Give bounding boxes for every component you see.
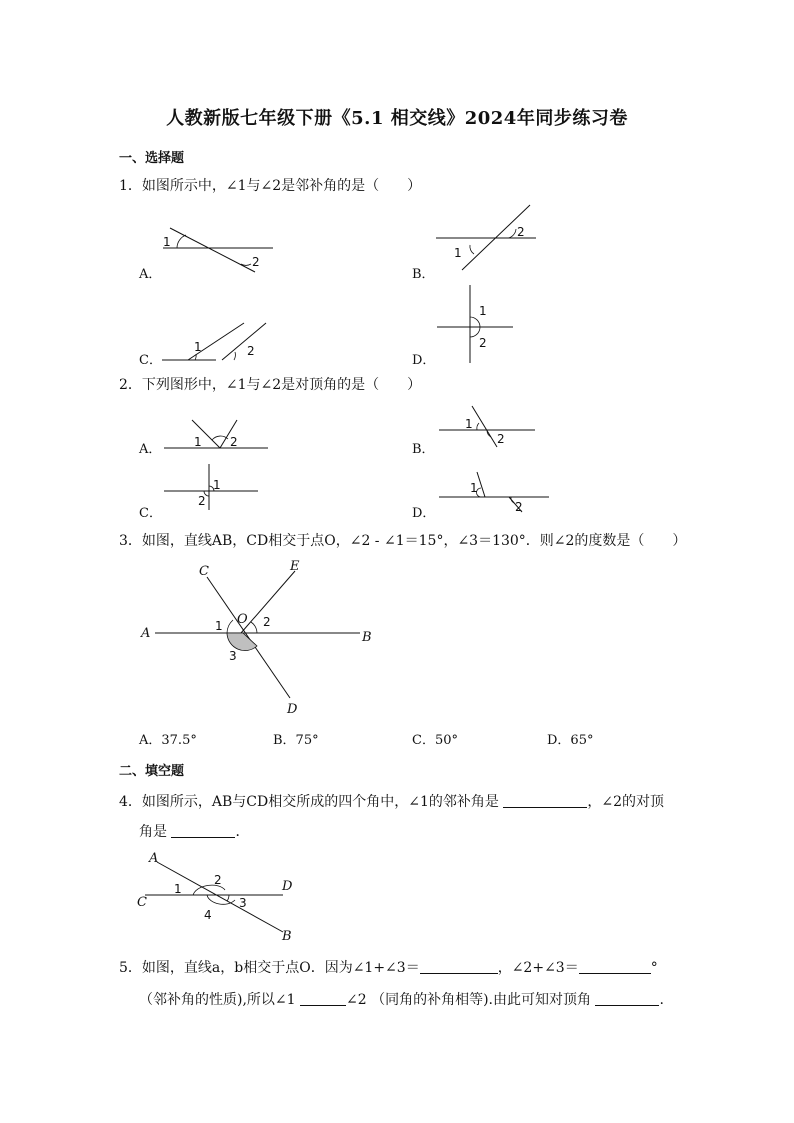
q1-figure-b	[432, 202, 542, 272]
q1-option-b-label: B．	[412, 267, 435, 282]
question-5-line-1	[119, 957, 658, 977]
q2-option-c-label: C．	[139, 506, 162, 521]
page-title: 人教新版七年级下册《5.1 相交线》2024年同步练习卷	[166, 108, 628, 129]
question-5-line-2	[139, 989, 664, 1009]
angle-label-1: 1	[470, 481, 478, 495]
point-label-c: C	[137, 895, 147, 910]
q4-figure	[133, 848, 303, 943]
question-2-stem: 2．下列图形中，∠1与∠2是对顶角的是（ ）	[119, 377, 422, 393]
q5-blank-1[interactable]	[420, 959, 498, 974]
q3-option-d: D．65°	[547, 733, 594, 748]
q5-text-c: °	[650, 960, 658, 976]
section-heading-fill: 二、填空题	[119, 764, 185, 779]
point-label-d: D	[287, 702, 298, 717]
q2-figure-a	[160, 417, 272, 453]
angle-label-4: 4	[204, 908, 212, 922]
q4-text-a: 4．如图所示，AB与CD相交所成的四个角中，∠1的邻补角是	[119, 794, 504, 810]
angle-label-1: 1	[479, 304, 487, 318]
q4-blank-2[interactable]	[171, 823, 235, 838]
section-heading-choice: 一、选择题	[119, 151, 185, 166]
q4-text-c: 角是	[139, 824, 172, 840]
angle-label-2: 2	[252, 255, 260, 269]
q1-option-c-label: C．	[139, 353, 162, 368]
q2-figure-b	[435, 403, 540, 451]
q1-option-d-label: D．	[412, 353, 436, 368]
angle-label-3: 3	[229, 649, 237, 663]
angle-label-2: 2	[247, 344, 255, 358]
q1-figure-a	[155, 220, 280, 280]
angle-label-2: 2	[214, 873, 222, 887]
q2-figure-d	[435, 468, 553, 516]
q4-text-d: ．	[235, 824, 250, 840]
angle-label-1: 1	[194, 340, 202, 354]
point-label-b: B	[282, 929, 292, 944]
q5-text-b: ，∠2+∠3＝	[497, 960, 579, 976]
q3-option-a: A．37.5°	[139, 733, 197, 748]
q5-blank-4[interactable]	[595, 991, 659, 1006]
q5-text-a: 5．如图，直线a，b相交于点O．因为∠1+∠3＝	[119, 960, 420, 976]
angle-label-2: 2	[515, 500, 523, 514]
angle-label-2: 2	[497, 432, 505, 446]
q5-text-f: .	[659, 992, 664, 1008]
q1-figure-d	[435, 283, 520, 365]
angle-label-2: 2	[479, 336, 487, 350]
point-label-c: C	[199, 564, 209, 579]
q4-blank-1[interactable]	[503, 793, 587, 808]
angle-label-2: 2	[263, 615, 271, 629]
angle-label-1: 1	[215, 619, 223, 633]
question-4-line-2	[139, 821, 249, 841]
point-label-d: D	[282, 879, 293, 894]
angle-label-3: 3	[239, 896, 247, 910]
q3-figure	[135, 555, 380, 720]
q2-option-b-label: B．	[412, 442, 435, 457]
q2-option-a-label: A．	[139, 442, 162, 457]
point-label-a: A	[149, 851, 159, 866]
point-label-a: A	[141, 626, 151, 641]
point-label-b: B	[362, 630, 372, 645]
question-3-stem: 3．如图，直线AB，CD相交于点O，∠2 - ∠1＝15°，∠3＝130°．则∠2的度数是（ ）	[119, 533, 687, 549]
q5-blank-3[interactable]	[300, 991, 346, 1006]
q1-figure-c	[158, 320, 273, 365]
q2-option-d-label: D．	[412, 506, 436, 521]
point-label-e: E	[290, 559, 300, 574]
q1-option-a-label: A．	[139, 267, 162, 282]
angle-label-1: 1	[465, 417, 473, 431]
angle-label-1: 1	[454, 246, 462, 260]
angle-label-1: 1	[213, 478, 221, 492]
angle-label-2: 2	[517, 225, 525, 239]
q3-option-b: B．75°	[273, 733, 319, 748]
question-1-stem: 1．如图所示中，∠1与∠2是邻补角的是（ ）	[119, 178, 422, 194]
angle-label-1: 1	[194, 435, 202, 449]
q2-figure-c	[160, 462, 262, 512]
angle-label-1: 1	[174, 882, 182, 896]
point-label-o: O	[237, 612, 248, 627]
q5-text-d: （邻补角的性质),所以∠1	[139, 992, 300, 1008]
angle-label-2: 2	[198, 494, 206, 508]
q5-text-e: ∠2 （同角的补角相等).由此可知对顶角	[346, 992, 596, 1008]
q3-option-c: C．50°	[412, 733, 458, 748]
q5-blank-2[interactable]	[579, 959, 651, 974]
angle-label-2: 2	[230, 435, 238, 449]
angle-label-1: 1	[163, 235, 171, 249]
question-4-line-1	[119, 791, 664, 811]
q4-text-b: ，∠2的对顶	[587, 794, 664, 810]
